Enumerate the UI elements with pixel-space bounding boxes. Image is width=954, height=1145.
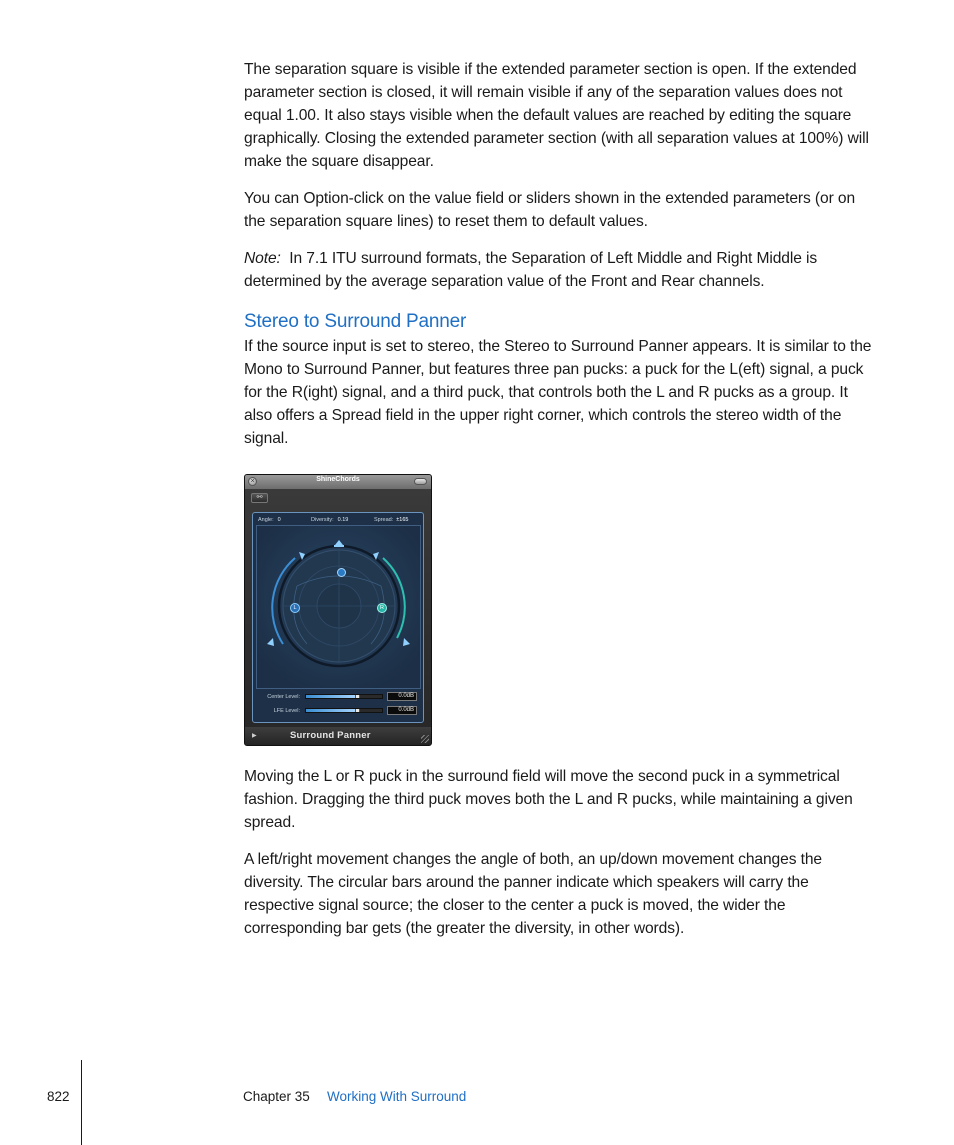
diversity-param[interactable] (311, 517, 348, 523)
surround-field-graphic (257, 526, 420, 688)
footer-chapter: Chapter 35 (243, 1089, 310, 1104)
slider-knob[interactable] (355, 694, 360, 699)
center-level-value[interactable]: 0.0dB (387, 692, 417, 701)
spread-value[interactable]: ±165 (396, 517, 409, 523)
surround-field[interactable] (256, 525, 421, 689)
paragraph-note (244, 247, 876, 293)
lfe-level-fill (306, 709, 358, 712)
slider-knob[interactable] (355, 708, 360, 713)
angle-label: Angle: (258, 517, 274, 523)
paragraph-option-click: You can Option-click on the value field or sliders shown in the extended parameters (or on the separation square lines) to reset them to default values. (244, 190, 856, 230)
window-titlebar (245, 475, 431, 490)
resize-grip-icon[interactable] (421, 735, 429, 743)
center-level-fill (306, 695, 358, 698)
link-button[interactable]: ⚯ (251, 493, 268, 503)
lfe-level-slider[interactable] (305, 708, 383, 713)
angle-param[interactable] (258, 517, 281, 523)
diversity-label: Diversity: (311, 517, 334, 523)
lfe-level-value[interactable]: 0.0dB (387, 706, 417, 715)
paragraph-separation-square: The separation square is visible if the extended parameter section is open. If the extended parameter section is closed, it will remain visible if any of the separation values does not equal 1.00. It also stays visible when the default values are reached by editing the square graphically. Closing the extended parameter section (with all separation values at 100%) will make the square disappear. (244, 61, 869, 170)
paragraph-movement: A left/right movement changes the angle of both, an up/down movement changes the diversity. The circular bars around the panner indicate which speakers will carry the respective signal source; the closer to the center a puck is moved, the wider the corresponding bar gets (the greater the diversity, in other words). (244, 851, 823, 937)
note-label: Note: (244, 250, 281, 267)
plugin-name: Surround Panner (290, 730, 371, 741)
left-puck[interactable]: L (290, 603, 300, 613)
paragraph-stereo-panner: If the source input is set to stereo, the Stereo to Surround Panner appears. It is similar to the Mono to Surround Panner, but features three pan pucks: a puck for the L(eft) signal, a puck for the R(ight) signal, and a third puck, that controls both the L and R pucks as a group. It also offers a Spread field in the upper right corner, which controls the stereo width of the signal. (244, 338, 872, 447)
close-button[interactable]: × (248, 477, 257, 486)
lfe-level-label: LFE Level: (273, 708, 300, 714)
panner-panel (252, 512, 424, 723)
spread-label: Spread: (374, 517, 394, 523)
paragraph-moving-puck: Moving the L or R puck in the surround field will move the second puck in a symmetrical fashion. Dragging the third puck moves both the L and R pucks, while maintaining a given spread. (244, 768, 853, 831)
zoom-button[interactable] (414, 478, 427, 485)
diversity-value[interactable]: 0.19 (337, 517, 349, 523)
page-number: 822 (47, 1089, 70, 1104)
angle-value[interactable]: 0 (277, 517, 281, 523)
center-level-label: Center Level: (267, 694, 300, 700)
note-text: In 7.1 ITU surround formats, the Separation of Left Middle and Right Middle is determined by the average separation value of the Front and Rear channels. (244, 250, 818, 290)
window-title: ShineChords (316, 476, 360, 483)
center-level-slider[interactable] (305, 694, 383, 699)
footer-chapter-title[interactable]: Working With Surround (327, 1089, 467, 1104)
spread-param[interactable] (374, 517, 408, 523)
section-heading: Stereo to Surround Panner (244, 311, 467, 332)
disclosure-triangle-icon[interactable]: ▶ (252, 733, 257, 739)
surround-panner-window (244, 474, 432, 746)
footer-divider (81, 1060, 82, 1145)
group-puck[interactable] (337, 568, 346, 577)
plugin-bottom-bar (245, 727, 431, 745)
right-puck[interactable]: R (377, 603, 387, 613)
